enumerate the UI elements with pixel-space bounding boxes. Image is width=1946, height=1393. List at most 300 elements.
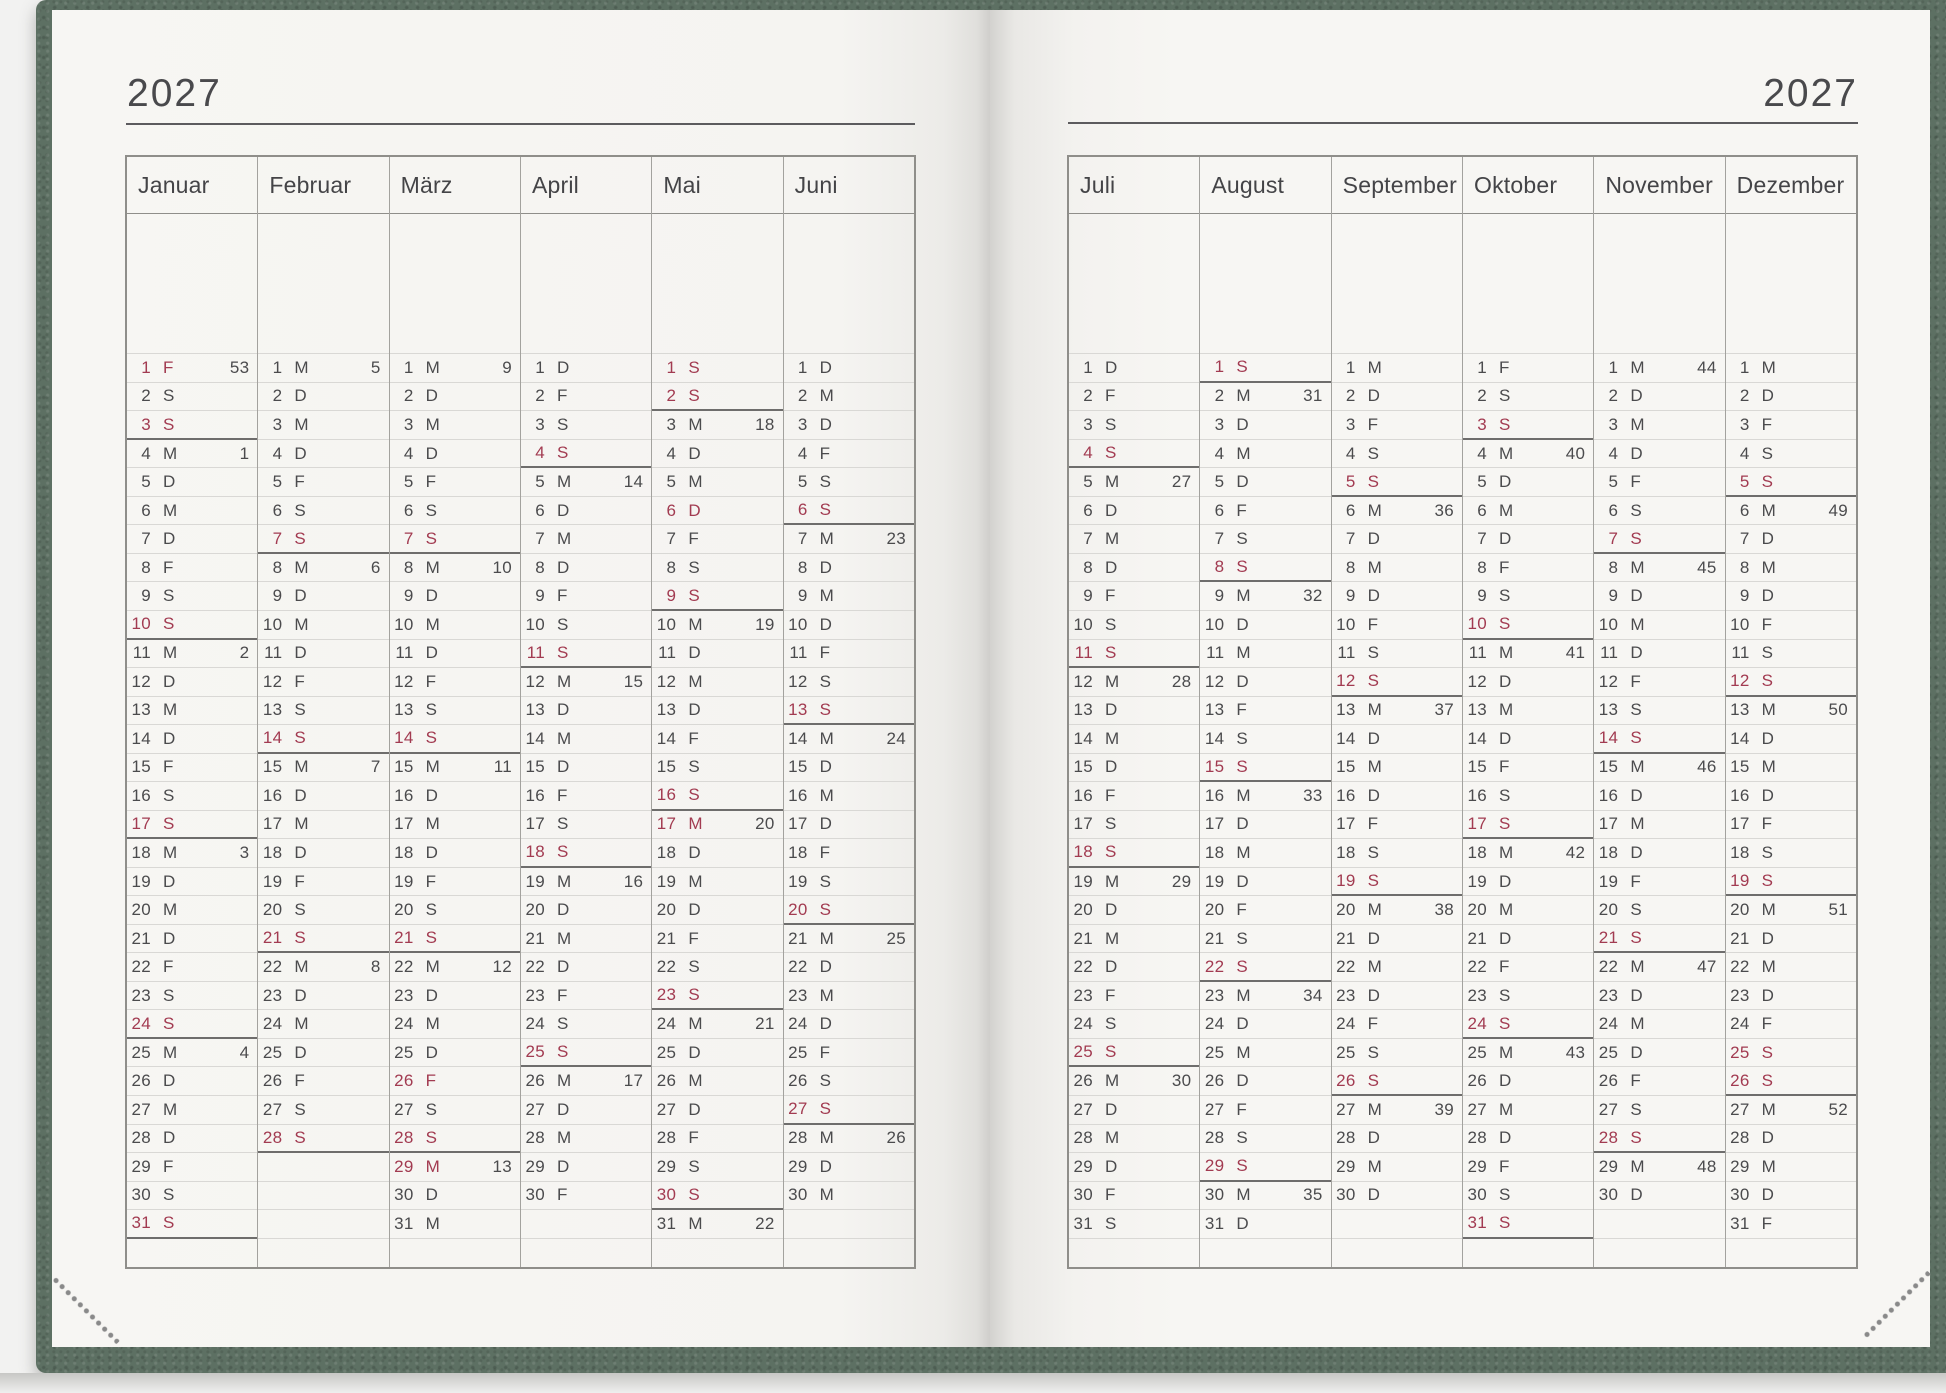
day-row bbox=[1200, 1010, 1330, 1039]
day-row bbox=[652, 640, 782, 669]
day-number: 3 bbox=[1083, 415, 1093, 435]
weekday-letter: M bbox=[556, 928, 572, 948]
day-row bbox=[1069, 839, 1199, 868]
weekday-letter: F bbox=[1367, 614, 1379, 634]
day-row bbox=[1332, 497, 1462, 526]
day-number: 21 bbox=[262, 928, 283, 948]
weekday-letter: F bbox=[819, 643, 831, 663]
week-number: 30 bbox=[1171, 1071, 1192, 1091]
day-row bbox=[521, 925, 651, 954]
day-row bbox=[258, 1096, 388, 1125]
day-number: 23 bbox=[1336, 985, 1356, 1005]
day-row bbox=[1726, 725, 1856, 754]
day-number: 28 bbox=[1336, 1128, 1356, 1148]
weekday-letter: F bbox=[556, 1185, 568, 1205]
day-number: 23 bbox=[1204, 985, 1225, 1005]
weekday-letter: M bbox=[688, 871, 703, 891]
weekday-letter: D bbox=[425, 785, 439, 805]
weekday-letter: M bbox=[163, 1042, 178, 1062]
day-number: 11 bbox=[526, 642, 545, 662]
weekday-letter: D bbox=[1236, 1213, 1249, 1233]
day-row bbox=[258, 668, 388, 697]
day-row bbox=[1069, 1010, 1199, 1039]
weekday-letter: D bbox=[1761, 1185, 1775, 1205]
day-row bbox=[1726, 411, 1856, 440]
day-row bbox=[390, 1096, 520, 1125]
day-number: 24 bbox=[1467, 1013, 1487, 1033]
day-row bbox=[1069, 982, 1199, 1011]
weekday-letter: D bbox=[1367, 928, 1381, 948]
day-row bbox=[1069, 754, 1199, 783]
day-row bbox=[1594, 1153, 1724, 1182]
weekday-letter: M bbox=[1105, 671, 1120, 691]
month-label: März bbox=[390, 157, 520, 214]
day-row bbox=[1069, 782, 1199, 811]
weekday-letter: D bbox=[1367, 529, 1381, 549]
weekday-letter: D bbox=[1105, 1099, 1118, 1119]
day-number: 24 bbox=[1204, 1014, 1225, 1034]
day-row bbox=[1200, 1125, 1330, 1154]
day-row bbox=[784, 953, 914, 982]
empty-row bbox=[1594, 1239, 1724, 1268]
day-number: 14 bbox=[525, 728, 545, 748]
day-row bbox=[652, 982, 782, 1011]
day-row bbox=[521, 554, 651, 583]
weekday-letter: D bbox=[163, 671, 176, 691]
day-row bbox=[1594, 1010, 1724, 1039]
day-number: 27 bbox=[131, 1099, 151, 1119]
day-row bbox=[258, 611, 388, 640]
day-row bbox=[1726, 811, 1856, 840]
weekday-letter: F bbox=[1761, 614, 1773, 634]
day-row bbox=[1726, 668, 1856, 697]
day-number: 26 bbox=[656, 1071, 677, 1091]
weekday-letter: D bbox=[1236, 415, 1249, 435]
day-number: 26 bbox=[1730, 1070, 1750, 1090]
weekday-letter: S bbox=[1630, 500, 1642, 520]
weekday-letter: M bbox=[1498, 443, 1514, 463]
day-row bbox=[127, 582, 257, 611]
day-number: 25 bbox=[1598, 1042, 1619, 1062]
weekday-letter: S bbox=[1498, 414, 1511, 434]
day-row bbox=[1594, 582, 1724, 611]
weekday-letter: S bbox=[163, 785, 175, 805]
day-number: 20 bbox=[262, 900, 283, 920]
weekday-letter: M bbox=[425, 757, 441, 777]
weekday-letter: S bbox=[1236, 928, 1248, 948]
day-row bbox=[1594, 896, 1724, 925]
day-row bbox=[1594, 497, 1724, 526]
day-number: 7 bbox=[1083, 529, 1093, 549]
weekday-letter: F bbox=[1630, 871, 1641, 891]
weekday-letter: S bbox=[294, 500, 306, 520]
weekday-letter: D bbox=[1105, 357, 1118, 377]
day-row bbox=[652, 1039, 782, 1068]
weekday-letter: D bbox=[425, 1042, 439, 1062]
weekday-letter: D bbox=[1761, 928, 1775, 948]
day-row bbox=[1069, 611, 1199, 640]
day-row bbox=[784, 982, 914, 1011]
weekday-letter: D bbox=[556, 500, 570, 520]
weekday-letter: D bbox=[819, 1156, 833, 1176]
book-bottom-shadow bbox=[0, 1373, 1946, 1393]
day-number: 3 bbox=[403, 415, 414, 435]
day-row bbox=[1332, 754, 1462, 783]
weekday-letter: D bbox=[425, 985, 439, 1005]
weekday-letter: S bbox=[1105, 814, 1117, 834]
day-row bbox=[390, 668, 520, 697]
empty-row bbox=[1463, 1239, 1593, 1268]
day-row bbox=[652, 1125, 782, 1154]
day-row bbox=[1332, 383, 1462, 412]
day-row bbox=[1463, 868, 1593, 897]
weekday-letter: M bbox=[688, 472, 703, 492]
weekday-letter: F bbox=[819, 842, 831, 862]
weekday-letter: M bbox=[819, 985, 835, 1005]
day-row bbox=[127, 1039, 257, 1068]
weekday-letter: M bbox=[1498, 1042, 1514, 1062]
day-number: 7 bbox=[1345, 529, 1356, 549]
weekday-letter: D bbox=[556, 1156, 570, 1176]
day-number: 19 bbox=[262, 871, 283, 891]
day-number: 22 bbox=[1073, 957, 1093, 977]
weekday-letter: S bbox=[556, 842, 569, 862]
weekday-letter: M bbox=[1105, 1128, 1120, 1148]
day-number: 1 bbox=[535, 357, 545, 377]
day-number: 5 bbox=[403, 472, 414, 492]
day-number: 7 bbox=[141, 529, 151, 549]
day-number: 30 bbox=[131, 1185, 151, 1205]
weekday-letter: S bbox=[1761, 443, 1774, 463]
day-row bbox=[1200, 868, 1330, 897]
day-row bbox=[127, 468, 257, 497]
day-number: 25 bbox=[1336, 1042, 1356, 1062]
day-row bbox=[1594, 411, 1724, 440]
weekday-letter: M bbox=[1367, 357, 1383, 377]
day-row bbox=[652, 782, 782, 811]
day-row bbox=[1463, 1182, 1593, 1211]
day-number: 7 bbox=[666, 529, 677, 549]
day-row bbox=[1200, 411, 1330, 440]
day-row bbox=[1726, 611, 1856, 640]
day-number: 15 bbox=[1467, 757, 1487, 777]
month-column-september bbox=[1331, 157, 1462, 1267]
weekday-letter: M bbox=[294, 415, 309, 435]
day-number: 6 bbox=[1345, 500, 1356, 520]
day-row bbox=[1200, 925, 1330, 954]
weekday-letter: F bbox=[1761, 415, 1773, 435]
day-row bbox=[1726, 1210, 1856, 1239]
month-column-august bbox=[1199, 157, 1330, 1267]
day-row bbox=[390, 1067, 520, 1096]
weekday-letter: S bbox=[1761, 643, 1774, 663]
day-row bbox=[1332, 411, 1462, 440]
day-number: 8 bbox=[1477, 557, 1487, 577]
day-number: 11 bbox=[1206, 643, 1225, 663]
weekday-letter: M bbox=[294, 614, 309, 634]
day-number: 27 bbox=[1073, 1099, 1093, 1119]
weekday-letter: D bbox=[819, 557, 833, 577]
day-row bbox=[258, 896, 388, 925]
weekday-letter: D bbox=[1367, 785, 1381, 805]
day-row bbox=[390, 1182, 520, 1211]
day-number: 12 bbox=[1467, 671, 1487, 691]
calendar-table-jul-dec bbox=[1067, 155, 1858, 1269]
day-number: 24 bbox=[394, 1014, 414, 1034]
day-row bbox=[127, 1096, 257, 1125]
weekday-letter: M bbox=[294, 957, 309, 977]
day-row bbox=[1463, 1010, 1593, 1039]
day-row bbox=[1332, 896, 1462, 925]
weekday-letter: M bbox=[1498, 900, 1514, 920]
weekday-letter: S bbox=[1761, 1070, 1774, 1090]
day-row bbox=[652, 440, 782, 469]
day-number: 7 bbox=[272, 528, 283, 548]
day-row bbox=[390, 953, 520, 982]
weekday-letter: S bbox=[163, 1185, 175, 1205]
day-row bbox=[390, 839, 520, 868]
week-number: 1 bbox=[239, 443, 250, 463]
day-number: 10 bbox=[1204, 614, 1225, 634]
day-number: 23 bbox=[525, 985, 545, 1005]
day-row bbox=[1463, 953, 1593, 982]
weekday-letter: F bbox=[1630, 671, 1641, 691]
day-number: 14 bbox=[1598, 728, 1619, 748]
day-row bbox=[784, 839, 914, 868]
weekday-letter: D bbox=[1236, 1071, 1249, 1091]
day-number: 19 bbox=[1730, 871, 1750, 891]
day-number: 11 bbox=[132, 643, 151, 663]
weekday-letter: S bbox=[688, 785, 700, 805]
day-number: 26 bbox=[131, 1071, 151, 1091]
day-number: 28 bbox=[1467, 1128, 1487, 1148]
day-row bbox=[1594, 1039, 1724, 1068]
day-row bbox=[1463, 725, 1593, 754]
day-row bbox=[390, 354, 520, 383]
day-row bbox=[1200, 1153, 1330, 1182]
weekday-letter: M bbox=[294, 1014, 309, 1034]
weekday-letter: S bbox=[1630, 928, 1642, 948]
day-number: 18 bbox=[131, 842, 151, 862]
day-row bbox=[652, 611, 782, 640]
month-label: Juni bbox=[784, 157, 914, 214]
empty-row bbox=[258, 1182, 388, 1211]
day-row bbox=[652, 839, 782, 868]
weekday-letter: S bbox=[556, 415, 569, 435]
day-number: 2 bbox=[666, 385, 677, 405]
weekday-letter: F bbox=[1367, 1014, 1379, 1034]
day-number: 8 bbox=[666, 557, 677, 577]
day-number: 4 bbox=[141, 443, 151, 463]
day-number: 27 bbox=[656, 1099, 677, 1119]
empty-row bbox=[784, 1239, 914, 1268]
weekday-letter: D bbox=[1367, 1185, 1381, 1205]
day-row bbox=[390, 925, 520, 954]
weekday-letter: D bbox=[1367, 1128, 1381, 1148]
day-number: 22 bbox=[525, 957, 545, 977]
day-number: 9 bbox=[1608, 586, 1619, 606]
weekday-letter: S bbox=[556, 1014, 569, 1034]
day-number: 14 bbox=[1336, 728, 1356, 748]
day-number: 21 bbox=[1336, 928, 1356, 948]
day-row bbox=[1200, 668, 1330, 697]
day-row bbox=[784, 668, 914, 697]
day-row bbox=[1463, 354, 1593, 383]
weekday-letter: D bbox=[1236, 871, 1249, 891]
weekday-letter: M bbox=[1367, 957, 1383, 977]
day-number: 12 bbox=[262, 671, 283, 691]
weekday-letter: S bbox=[1498, 1013, 1511, 1033]
week-number: 24 bbox=[886, 728, 906, 748]
day-row bbox=[1594, 354, 1724, 383]
weekday-letter: D bbox=[294, 842, 307, 862]
weekday-letter: S bbox=[1367, 871, 1380, 891]
day-row bbox=[258, 468, 388, 497]
calendar-table-jan-jun bbox=[125, 155, 916, 1269]
weekday-letter: D bbox=[1498, 1071, 1512, 1091]
week-number: 22 bbox=[755, 1213, 775, 1233]
weekday-letter: M bbox=[1236, 443, 1251, 463]
day-number: 4 bbox=[272, 443, 283, 463]
day-number: 6 bbox=[535, 500, 545, 520]
day-number: 25 bbox=[394, 1042, 414, 1062]
day-row bbox=[1069, 1039, 1199, 1068]
weekday-letter: F bbox=[556, 985, 568, 1005]
week-number: 14 bbox=[623, 472, 644, 492]
day-number: 22 bbox=[656, 957, 677, 977]
day-number: 14 bbox=[394, 728, 414, 748]
day-number: 11 bbox=[264, 643, 283, 663]
weekday-letter: S bbox=[163, 1213, 175, 1233]
day-number: 25 bbox=[525, 1042, 545, 1062]
weekday-letter: M bbox=[1105, 728, 1120, 748]
weekday-letter: D bbox=[556, 357, 570, 377]
weekday-letter: M bbox=[1630, 614, 1645, 634]
weekday-letter: F bbox=[556, 785, 568, 805]
month-column-juni bbox=[783, 157, 914, 1267]
month-column-januar bbox=[127, 157, 257, 1267]
day-row bbox=[1200, 896, 1330, 925]
weekday-letter: S bbox=[163, 414, 175, 434]
weekday-letter: S bbox=[1498, 785, 1511, 805]
day-number: 15 bbox=[656, 757, 677, 777]
day-number: 2 bbox=[797, 386, 808, 406]
day-number: 31 bbox=[656, 1213, 677, 1233]
day-row bbox=[1726, 982, 1856, 1011]
weekday-letter: M bbox=[425, 357, 441, 377]
weekday-letter: D bbox=[688, 643, 701, 663]
day-row bbox=[390, 383, 520, 412]
weekday-letter: F bbox=[1498, 957, 1510, 977]
day-number: 31 bbox=[1073, 1213, 1093, 1233]
day-number: 3 bbox=[1477, 414, 1487, 434]
day-number: 25 bbox=[788, 1042, 808, 1062]
empty-row bbox=[1726, 1239, 1856, 1268]
day-row bbox=[652, 383, 782, 412]
day-number: 13 bbox=[1467, 700, 1487, 720]
weekday-letter: S bbox=[1105, 1042, 1117, 1062]
day-number: 26 bbox=[1467, 1071, 1487, 1091]
weekday-letter: F bbox=[163, 957, 174, 977]
day-row bbox=[258, 925, 388, 954]
day-row bbox=[784, 1125, 914, 1154]
day-number: 7 bbox=[1477, 529, 1487, 549]
day-number: 27 bbox=[394, 1099, 414, 1119]
day-row bbox=[1594, 811, 1724, 840]
day-number: 18 bbox=[1336, 842, 1356, 862]
weekday-letter: F bbox=[1236, 900, 1248, 920]
day-number: 22 bbox=[1204, 956, 1225, 976]
weekday-letter: D bbox=[688, 900, 701, 920]
day-row bbox=[652, 1096, 782, 1125]
day-row bbox=[521, 411, 651, 440]
day-row bbox=[1726, 1182, 1856, 1211]
day-number: 15 bbox=[394, 757, 414, 777]
day-number: 26 bbox=[525, 1071, 545, 1091]
month-label: Januar bbox=[127, 157, 257, 214]
day-row bbox=[1594, 468, 1724, 497]
day-number: 15 bbox=[1336, 757, 1356, 777]
day-number: 19 bbox=[1598, 871, 1619, 891]
day-row bbox=[784, 525, 914, 554]
weekday-letter: M bbox=[1236, 586, 1251, 606]
day-number: 11 bbox=[789, 643, 808, 663]
day-number: 6 bbox=[1608, 500, 1619, 520]
year-label-right: 2027 bbox=[1763, 72, 1858, 115]
empty-row bbox=[1594, 1210, 1724, 1239]
day-row bbox=[652, 1067, 782, 1096]
day-row bbox=[258, 554, 388, 583]
weekday-letter: D bbox=[1236, 814, 1249, 834]
day-row bbox=[1332, 582, 1462, 611]
day-row bbox=[1463, 640, 1593, 669]
day-row bbox=[784, 440, 914, 469]
weekday-letter: S bbox=[1105, 842, 1117, 862]
day-row bbox=[1200, 640, 1330, 669]
day-row bbox=[1200, 782, 1330, 811]
week-number: 15 bbox=[623, 671, 644, 691]
weekday-letter: M bbox=[688, 415, 703, 435]
week-number: 28 bbox=[1171, 671, 1192, 691]
day-row bbox=[1332, 1010, 1462, 1039]
day-number: 20 bbox=[656, 900, 677, 920]
day-number: 18 bbox=[262, 842, 283, 862]
weekday-letter: M bbox=[1498, 842, 1514, 862]
day-row bbox=[1332, 811, 1462, 840]
weekday-letter: D bbox=[1105, 557, 1118, 577]
weekday-letter: S bbox=[1498, 1185, 1511, 1205]
weekday-letter: F bbox=[1236, 1099, 1248, 1119]
weekday-letter: F bbox=[1498, 1156, 1510, 1176]
weekday-letter: S bbox=[163, 1013, 175, 1033]
day-row bbox=[258, 697, 388, 726]
empty-row bbox=[1332, 1239, 1462, 1268]
weekday-letter: M bbox=[1761, 900, 1777, 920]
weekday-letter: D bbox=[819, 757, 833, 777]
weekday-letter: D bbox=[1761, 728, 1775, 748]
weekday-letter: D bbox=[163, 1128, 176, 1148]
day-row bbox=[1069, 383, 1199, 412]
day-row bbox=[1463, 697, 1593, 726]
day-number: 10 bbox=[1467, 614, 1487, 634]
day-number: 16 bbox=[1730, 785, 1750, 805]
day-number: 4 bbox=[1739, 443, 1750, 463]
week-number: 11 bbox=[493, 757, 512, 777]
day-row bbox=[1200, 839, 1330, 868]
day-number: 8 bbox=[403, 557, 414, 577]
day-number: 25 bbox=[262, 1042, 283, 1062]
day-number: 15 bbox=[1730, 757, 1750, 777]
